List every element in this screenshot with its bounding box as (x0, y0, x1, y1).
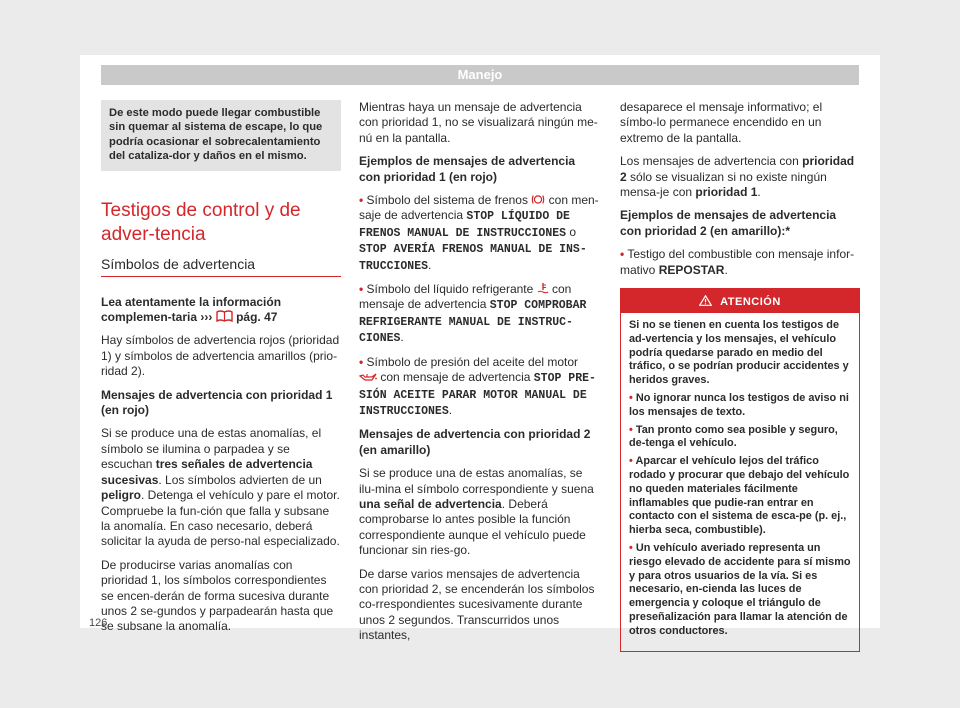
text-bold: una señal de advertencia (359, 496, 502, 511)
heading (101, 388, 341, 419)
warning-item (629, 455, 851, 538)
oil-pressure-icon (359, 372, 377, 381)
section-title: Testigos de control y de adver-tencia (101, 199, 301, 245)
warning-item (629, 542, 851, 639)
heading-text: Mensajes de advertencia con prioridad 2 (en amarillo) (359, 427, 591, 457)
warning-body (621, 313, 859, 651)
text: Símbolo de presión del aceite del motor (366, 354, 578, 369)
column-1 (101, 100, 341, 643)
text-bold: tres señales de advertencia sucesivas (101, 457, 313, 487)
text: . Los símbolos advierten de un (158, 472, 322, 487)
lead-arrow: ››› (200, 310, 213, 325)
heading (620, 208, 860, 239)
text-bold: prioridad 2 (620, 154, 855, 184)
text: Símbolo del sistema de frenos (366, 193, 528, 208)
heading (359, 427, 599, 458)
warning-intro: Si no se tienen en cuenta los testigos de ad-vertencia y los mensajes, el vehículo podría quedarse parado en medio del tráfico, o se podrían producir accidentes y heridos graves. (629, 319, 849, 387)
warning-header (621, 289, 859, 313)
bullet-icon: • (629, 455, 633, 468)
column-2 (359, 100, 599, 652)
page-number: 126 (89, 617, 108, 629)
warning-item (629, 392, 851, 420)
text: . Deberá comprobarse lo antes posible la función correspondiente aunque el vehículo puede funcionar sin ries-go. (359, 496, 586, 558)
message-text: STOP COMPROBAR REFRIGERANTE MANUAL DE INSTRUC-CIONES (359, 299, 587, 346)
bullet-item (359, 282, 599, 347)
text: . (757, 185, 761, 200)
coolant-temperature-icon (537, 282, 549, 295)
bullet-icon: • (629, 542, 633, 555)
lead-text: Lea atentamente la información complemen-taria (101, 294, 282, 325)
text: Aparcar el vehículo lejos del tráfico rodado y procurar que debajo del vehículo no queden materiales fácilmente inflamables que pudie-ran entrar en contacto con el sistema de esca-pe (p. ej., hierba seca, combustible). (629, 455, 850, 537)
warning-triangle-icon (699, 289, 712, 313)
bullet-icon: • (359, 193, 364, 208)
bullet-item (359, 355, 599, 420)
paragraph: De producirse varias anomalías con prioridad 1, los símbolos correspondientes se encen-derán de forma sucesiva durante unos 2 se-gundos y parpadearán hasta que se subsane la anomalía. (101, 557, 334, 634)
text: . (448, 402, 453, 417)
warning-box (620, 288, 860, 652)
text: . Detenga el vehículo y pare el motor. Compruebe la fun-ción que falla y subsane la anomalía. En caso necesario, deberá solicitar la ayuda de perso-nal especializado. (101, 488, 340, 549)
note-box: De este modo puede llegar combustible sin quemar al sistema de escape, lo que podría ocasionar el sobrecalentamiento del cataliza-dor y daños en el mismo. (101, 100, 341, 171)
message-text: STOP LÍQUIDO DE FRENOS MANUAL DE INSTRUCCIONES (359, 210, 570, 240)
warning-title: ATENCIÓN (720, 296, 781, 309)
brake-warning-icon (531, 194, 545, 205)
text: con men-saje de advertencia (359, 193, 599, 223)
text: Testigo del combustible con mensaje infor-mativo (620, 247, 855, 277)
message-text: STOP PRE-SIÓN ACEITE PARAR MOTOR MANUAL DE INSTRUCCIONES (359, 372, 596, 418)
text-bold: prioridad 1 (695, 185, 758, 200)
header-bar: Manejo (101, 65, 859, 85)
heading (359, 154, 599, 185)
text: Los mensajes de advertencia con (620, 154, 799, 169)
bullet-icon: • (359, 282, 364, 297)
bullet-icon: • (629, 392, 633, 405)
paragraph: De darse varios mensajes de advertencia con prioridad 2, se encenderán los símbolos co-rrespondientes sucesivamente durante unos 2 segundos. Transcurridos unos instantes, (359, 566, 595, 643)
warning-item (629, 424, 851, 452)
paragraph: desaparece el mensaje informativo; el símbo-lo permanece encendido en un extremo de la pantalla. (620, 100, 823, 145)
text-bold: peligro (101, 488, 142, 503)
subsection-title: Símbolos de advertencia (101, 255, 341, 277)
lead-paragraph (101, 295, 341, 326)
heading-text: Ejemplos de mensajes de advertencia con prioridad 1 (en rojo) (359, 154, 576, 184)
bullet-icon: • (620, 247, 625, 262)
bullet-icon: • (359, 354, 364, 369)
text: sólo se visualizan si no existe ningún mensa-je con (620, 169, 827, 200)
text: con mensaje de advertencia (380, 370, 531, 385)
text-bold: REPOSTAR (658, 262, 725, 277)
bullet-icon: • (629, 423, 633, 436)
text: Si se produce una de estas anomalías, se ilu-mina el símbolo correspondiente y suena (359, 466, 594, 496)
text: o (569, 224, 577, 239)
bullet-item (620, 247, 860, 278)
paragraph (101, 426, 341, 549)
text: con mensaje de advertencia (359, 282, 572, 312)
text: No ignorar nunca los testigos de aviso ni los mensajes de texto. (629, 392, 849, 418)
text: Símbolo del líquido refrigerante (366, 282, 534, 297)
heading-text: Ejemplos de mensajes de advertencia con prioridad 2 (en amarillo):* (620, 208, 837, 238)
message-text: STOP AVERÍA FRENOS MANUAL DE INS-TRUCCIONES (359, 243, 587, 273)
bullet-item (359, 193, 599, 274)
heading-text: Mensajes de advertencia con prioridad 1 (en rojo) (101, 387, 333, 418)
paragraph: Mientras haya un mensaje de advertencia con prioridad 1, no se visualizará ningún me-nú en la pantalla. (359, 100, 598, 145)
paragraph (359, 466, 599, 558)
text: Tan pronto como sea posible y seguro, de-tenga el vehículo. (629, 423, 838, 450)
text: . (400, 330, 404, 345)
column-3 (620, 100, 860, 652)
text: . (428, 257, 432, 272)
text: . (724, 262, 728, 277)
paragraph: Hay símbolos de advertencia rojos (prioridad 1) y símbolos de advertencia amarillos (prio-ridad 2). (101, 333, 340, 379)
lead-page-ref[interactable]: pág. 47 (236, 310, 278, 325)
text: Un vehículo averiado representa un riesgo elevado de accidente para sí mismo y para otros usuarios de la vía. Si es necesario, en-cienda las luces de emergencia y coloque el triángulo de preseñalización para llamar la atención de otros conductores. (629, 542, 851, 637)
paragraph (620, 154, 860, 200)
text: Si se produce una de estas anomalías, el símbolo se ilumina o parpadea y se escuchan (101, 426, 322, 472)
book-icon[interactable] (216, 310, 233, 322)
